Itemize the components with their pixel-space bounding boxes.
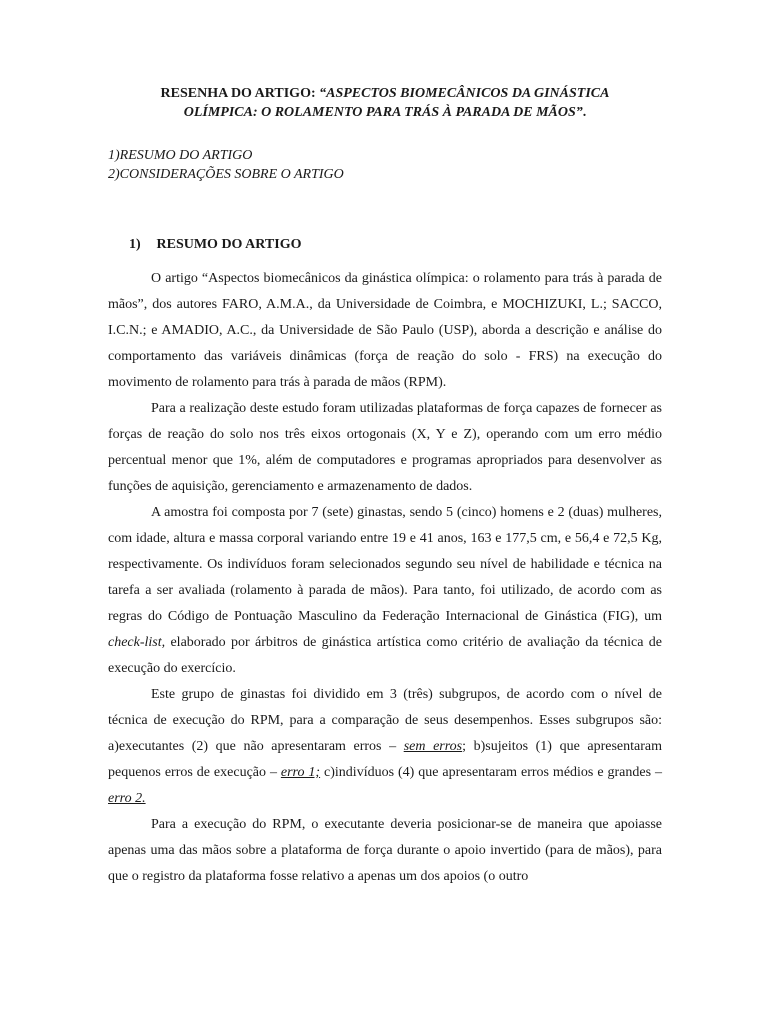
section-title: RESUMO DO ARTIGO <box>156 237 302 252</box>
paragraph-text: Este grupo de ginastas foi dividido em 3 (três) subgrupos, de acordo com o nível de técnica de execução do RPM, para a comparação de seus desempenhos. Esses subgrupos são: a)executantes (2) que não apresentaram erros – <box>108 687 662 754</box>
document-page <box>108 84 662 890</box>
paragraph: Para a realização deste estudo foram utilizadas plataformas de força capazes de fornecer as forças de reação do solo nos três eixos ortogonais (X, Y e Z), operando com um erro médio percentual menor que 1%, além de computadores e programas apropriados para desenvolver as funções de aquisição, gerenciamento e armazenamento de dados. <box>108 401 662 494</box>
section-body <box>108 266 662 890</box>
paragraph-text: elaborado por árbitros de ginástica artística como critério de avaliação da técnica de execução do exercício. <box>108 635 662 676</box>
document-title <box>108 84 662 122</box>
underlined-term: erro 2. <box>108 791 146 806</box>
underlined-term: sem erros <box>403 739 463 754</box>
paragraph <box>108 682 662 812</box>
paragraph: O artigo “Aspectos biomecânicos da ginástica olímpica: o rolamento para trás à parada de mãos”, dos autores FARO, A.M.A., da Universidade de Coimbra, e MOCHIZUKI, L.; SACCO, I.C.N.; e AMADIO, A.C., da Universidade de São Paulo (USP), aborda a descrição e análise do comportamento das variáveis dinâmicas (força de reação do solo - FRS) na execução do movimento de rolamento para trás à parada de mãos (RPM). <box>108 271 662 390</box>
section-heading <box>129 235 662 254</box>
title-prefix: RESENHA DO ARTIGO: <box>160 86 320 101</box>
paragraph-text: A amostra foi composta por 7 (sete) ginastas, sendo 5 (cinco) homens e 2 (duas) mulheres, com idade, altura e massa corporal variando entre 19 e 41 anos, 163 e 177,5 cm, e 56,4 e 72,5 Kg, respectivamente. Os indivíduos foram selecionados segundo seu nível de habilidade e técnica na tarefa a ser avaliada (rolamento à parada de mãos). Para tanto, foi utilizado, de acordo com as regras do Código de Pontuação Masculino da Federação Internacional de Ginástica (FIG), um <box>108 505 662 624</box>
title-end: . <box>582 105 587 120</box>
section-number: 1) <box>129 237 141 252</box>
table-of-contents <box>108 146 662 184</box>
paragraph <box>108 500 662 682</box>
title-line2: OLÍMPICA: O ROLAMENTO PARA TRÁS À PARADA DE MÃOS” <box>183 105 583 120</box>
title-line1: “ASPECTOS BIOMECÂNICOS DA GINÁSTICA <box>319 86 610 101</box>
toc-item: 2)CONSIDERAÇÕES SOBRE O ARTIGO <box>108 167 344 182</box>
paragraph: Para a execução do RPM, o executante deveria posicionar-se de maneira que apoiasse apenas uma das mãos sobre a plataforma de força durante o apoio invertido (para de mãos), para que o registro da plataforma fosse relativo a apenas um dos apoios (o outro <box>108 817 662 884</box>
italic-term: check-list, <box>108 635 166 650</box>
paragraph-text: ; b)sujeitos (1) que apresentaram pequenos erros de execução – <box>108 739 662 780</box>
underlined-term: erro 1; <box>280 765 321 780</box>
toc-item: 1)RESUMO DO ARTIGO <box>108 148 253 163</box>
paragraph-text: c)indivíduos (4) que apresentaram erros médios e grandes – <box>320 765 662 780</box>
